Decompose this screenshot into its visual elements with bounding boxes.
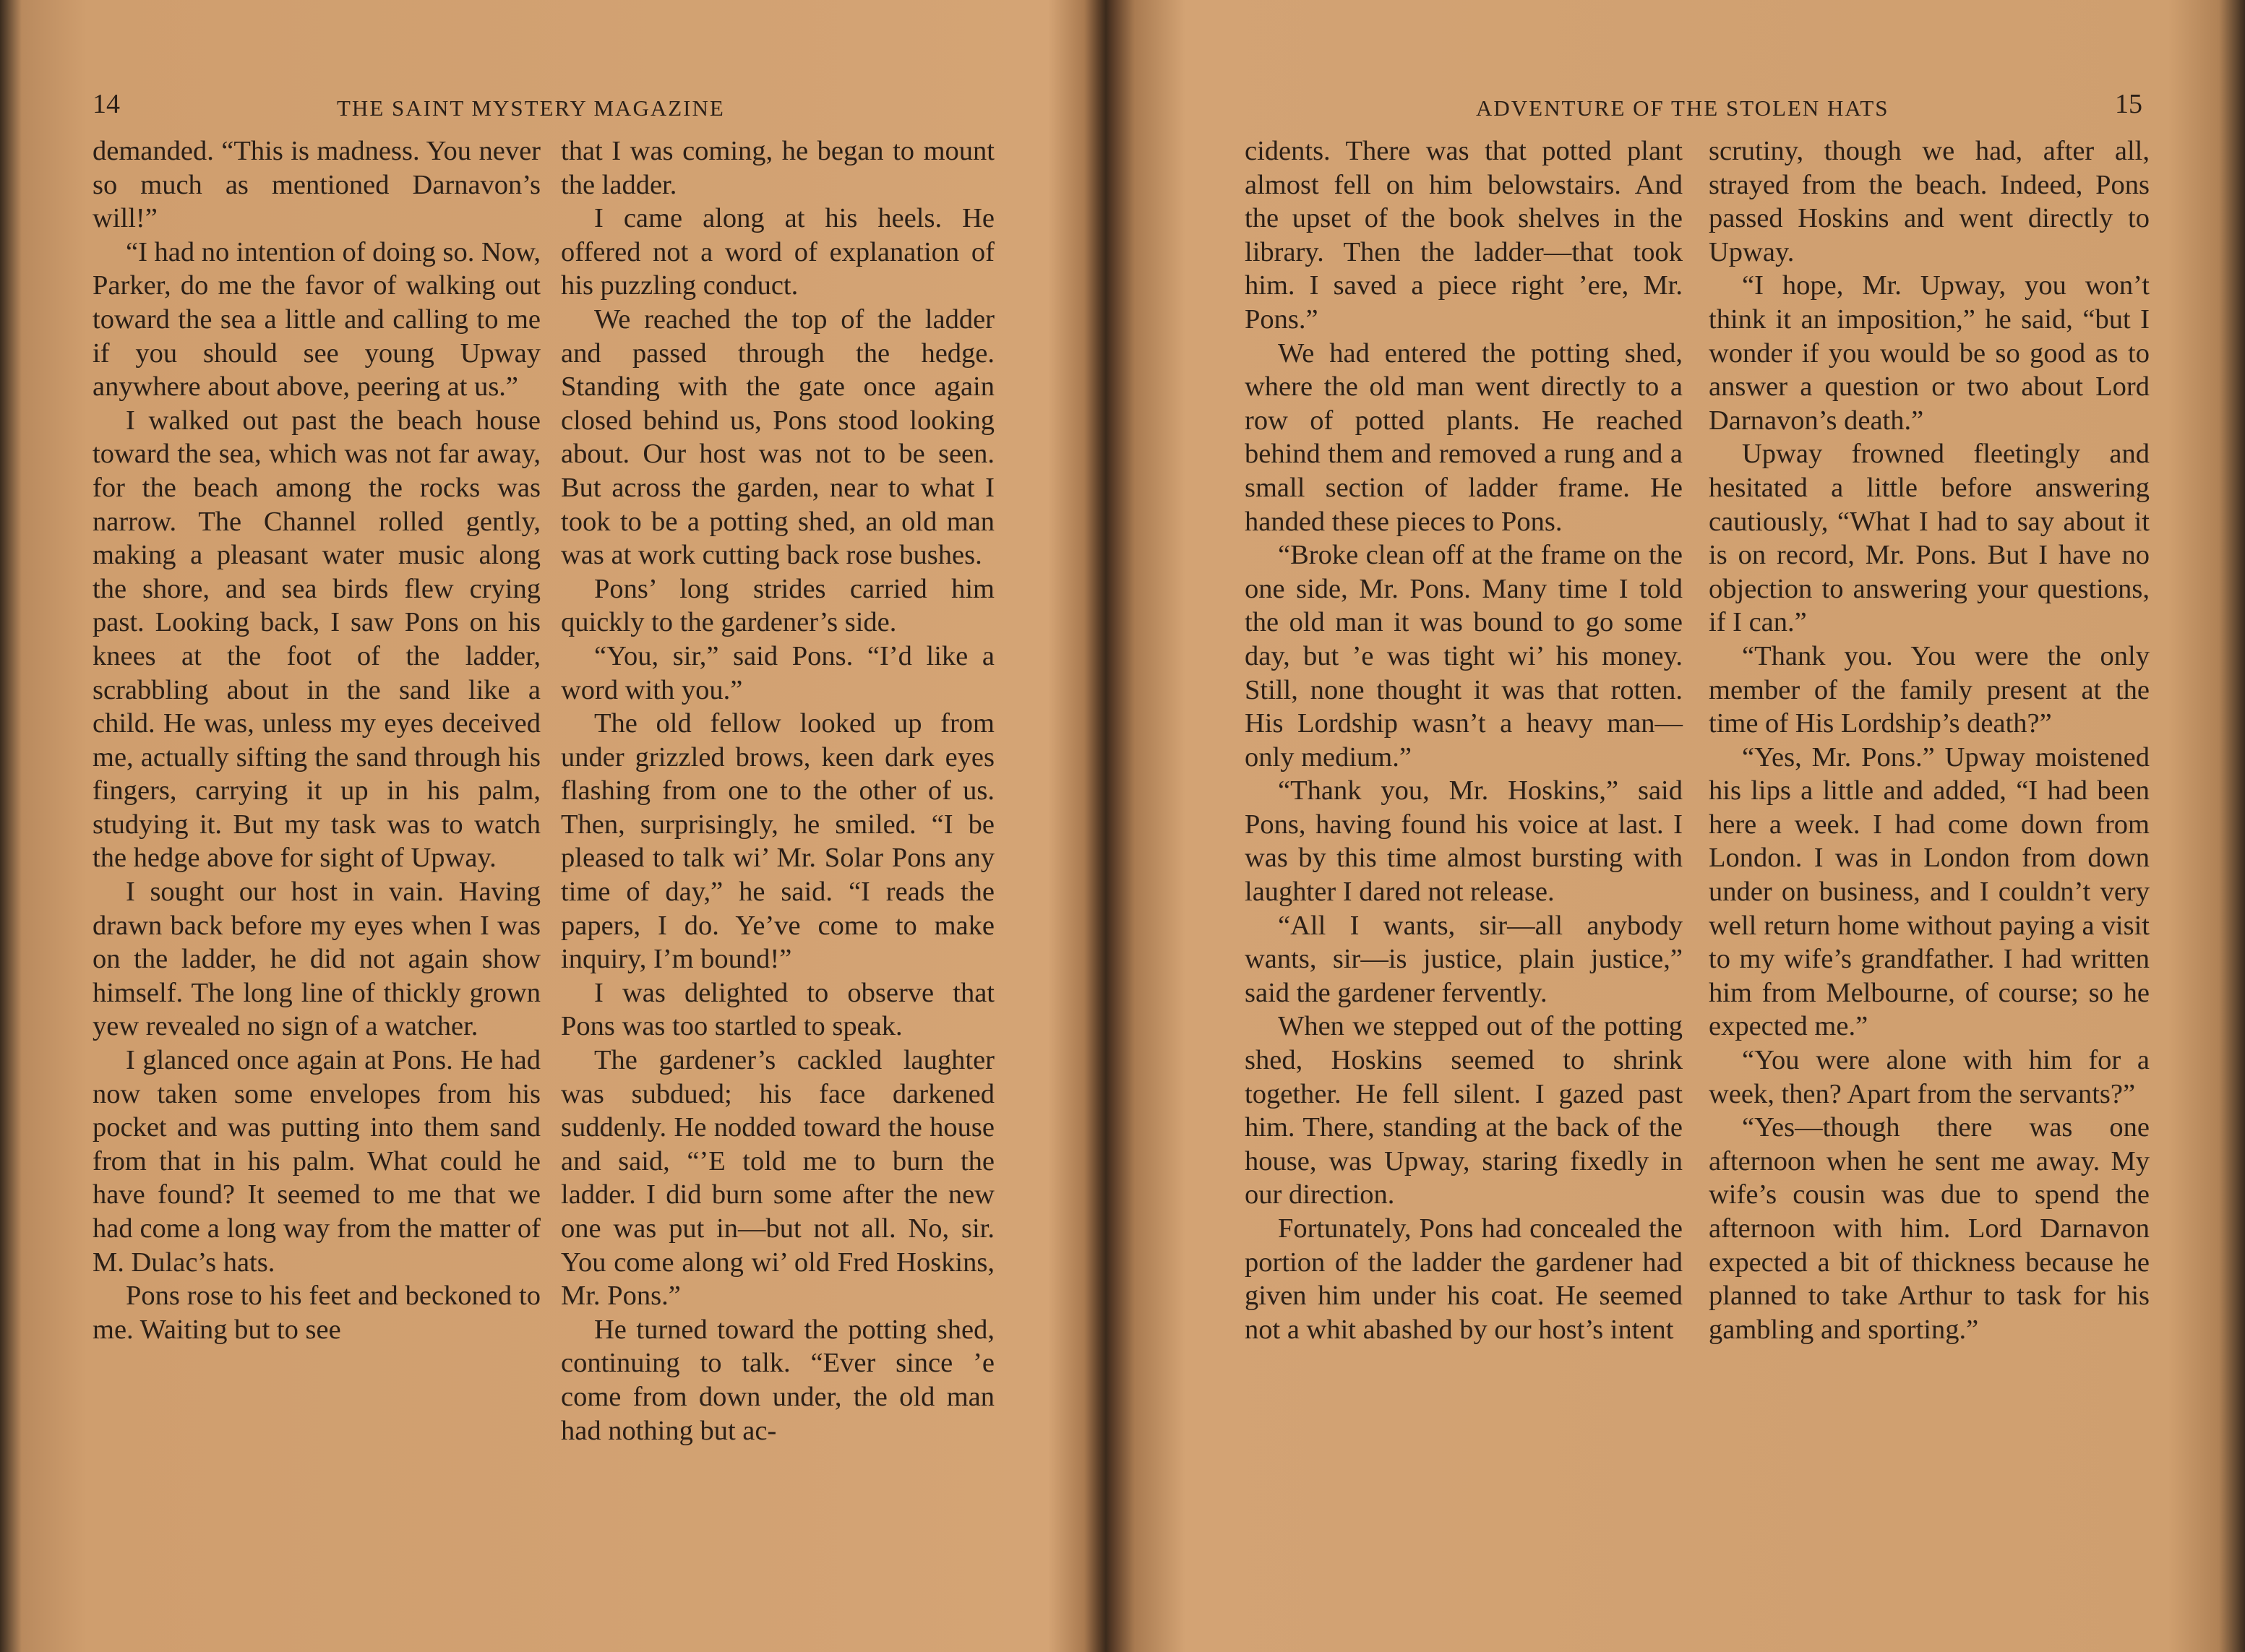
paragraph: Upway frowned fleetingly and hesitated a little before answering cautiously, “What I had to say about it is on record, Mr. Pons. But I have no objection to answering your questions, if I can.” (1709, 439, 2150, 638)
paragraph: “All I wants, sir—all anybody wants, sir—is justice, plain justice,” said the gardener fervently. (1245, 910, 1683, 1008)
paragraph: He turned toward the potting shed, continuing to talk. “Ever since ’e come from down under, the old man had nothing but ac- (561, 1314, 995, 1446)
paragraph: We had entered the potting shed, where the old man went directly to a row of potted plants. He reached behind them and removed a rung and a small section of ladder frame. He handed these pieces to Pons. (1245, 337, 1683, 537)
paragraph: “You, sir,” said Pons. “I’d like a word with you.” (561, 640, 995, 705)
paragraph: Pons’ long strides carried him quickly to the gardener’s side. (561, 573, 995, 638)
paragraph: When we stepped out of the potting shed, Hoskins seemed to shrink together. He fell silent. I gazed past him. There, standing at the back of the house, was Upway, staring fixedly in our direction. (1245, 1011, 1683, 1210)
paragraph: The gardener’s cackled laughter was subdued; his face darkened suddenly. He nodded toward the house and said, “’E told me to burn the ladder. I did burn some after the new one was put in—but not all. No, sir. You come along wi’ old Fred Hoskins, Mr. Pons.” (561, 1045, 995, 1312)
paragraph: “Yes, Mr. Pons.” Upway moistened his lips a little and added, “I had been here a week. I had come down from London. I was in London from down under on business, and I couldn’t very well return home without paying a visit to my wife’s grandfather. I had written him from Melbourne, of course; so he expected me.” (1709, 741, 2150, 1042)
paragraph: We reached the top of the ladder and passed through the hedge. Standing with the gate once again closed behind us, Pons stood looking about. Our host was not to be seen. But across the garden, near to what I took to be a potting shed, an old man was at work cutting back rose bushes. (561, 304, 995, 571)
left-page (0, 0, 1106, 1652)
right-page (1106, 0, 2245, 1652)
text-column-2 (1709, 134, 2150, 1346)
paragraph: “Broke clean off at the frame on the one side, Mr. Pons. Many time I told the old man it was bound to go some day, but ’e was tight wi’ his money. Still, none thought it was that rotten. His Lordship wasn’t a heavy man—only medium.” (1245, 540, 1683, 773)
paragraph: “Thank you, Mr. Hoskins,” said Pons, having found his voice at last. I was by this time almost bursting with laughter I dared not release. (1245, 775, 1683, 908)
paragraph: scrutiny, though we had, after all, strayed from the beach. Indeed, Pons passed Hoskins and went directly to Upway. (1709, 136, 2150, 267)
paragraph: I was delighted to observe that Pons was too startled to speak. (561, 977, 995, 1042)
running-head: ADVENTURE OF THE STOLEN HATS (1476, 95, 1889, 121)
paragraph: “You were alone with him for a week, then? Apart from the servants?” (1709, 1045, 2150, 1109)
paragraph: I came along at his heels. He offered not a word of explanation of his puzzling conduct. (561, 203, 995, 301)
paragraph: that I was coming, he began to mount the ladder. (561, 136, 995, 200)
paragraph: The old fellow looked up from under grizzled brows, keen dark eyes flashing from one to the other of us. Then, surprisingly, he smiled. “I be pleased to talk wi’ Mr. Solar Pons any time of day,” he said. “I reads the papers, I do. Ye’ve come to make inquiry, I’m bound!” (561, 708, 995, 975)
paragraph: I glanced once again at Pons. He had now taken some envelopes from his pocket and was putting into them sand from that in his palm. What could he have found? It seemed to me that we had come a long way from the matter of M. Dulac’s hats. (93, 1045, 541, 1278)
paragraph: Pons rose to his feet and beckoned to me. Waiting but to see (93, 1281, 541, 1345)
paragraph: cidents. There was that potted plant almost fell on him belowstairs. And the upset of the book shelves in the library. Then the ladder—that took him. I saved a piece right ’ere, Mr. Pons.” (1245, 136, 1683, 335)
text-column-2 (561, 134, 995, 1447)
paragraph: demanded. “This is madness. You never so much as mentioned Darnavon’s will!” (93, 136, 541, 234)
paragraph: I sought our host in vain. Having drawn back before my eyes when I was on the ladder, he did not again show himself. The long line of thickly grown yew revealed no sign of a watcher. (93, 877, 541, 1042)
paragraph: “I hope, Mr. Upway, you won’t think it an imposition,” he said, “but I wonder if you would be so good as to answer a question or two about Lord Darnavon’s death.” (1709, 270, 2150, 436)
paragraph: I walked out past the beach house toward the sea, which was not far away, for the beach among the rocks was narrow. The Channel rolled gently, making a pleasant water music along the shore, and sea birds flew crying past. Looking back, I saw Pons on his knees at the foot of the ladder, scrabbling about in the sand like a child. He was, unless my eyes deceived me, actually sifting the sand through his fingers, carrying it up in his palm, studying it. But my task was to watch the hedge above for sight of Upway. (93, 405, 541, 874)
page-number: 15 (2115, 89, 2142, 119)
paragraph: “I had no intention of doing so. Now, Parker, do me the favor of walking out toward the sea a little and calling to me if you should see young Upway anywhere about above, peering at us.” (93, 236, 541, 403)
paragraph: “Thank you. You were the only member of the family present at the time of His Lordship’s death?” (1709, 640, 2150, 739)
page-number: 14 (93, 89, 120, 119)
paragraph: Fortunately, Pons had concealed the portion of the ladder the gardener had given him under his coat. He seemed not a whit abashed by our host’s intent (1245, 1213, 1683, 1345)
paragraph: “Yes—though there was one afternoon when he sent me away. My wife’s cousin was due to spend the afternoon with him. Lord Darnavon expected a bit of thickness because he planned to take Arthur to task for his gambling and sporting.” (1709, 1112, 2150, 1345)
running-head: THE SAINT MYSTERY MAGAZINE (337, 95, 725, 121)
text-column-1 (93, 134, 541, 1346)
text-column-1 (1245, 134, 1683, 1346)
